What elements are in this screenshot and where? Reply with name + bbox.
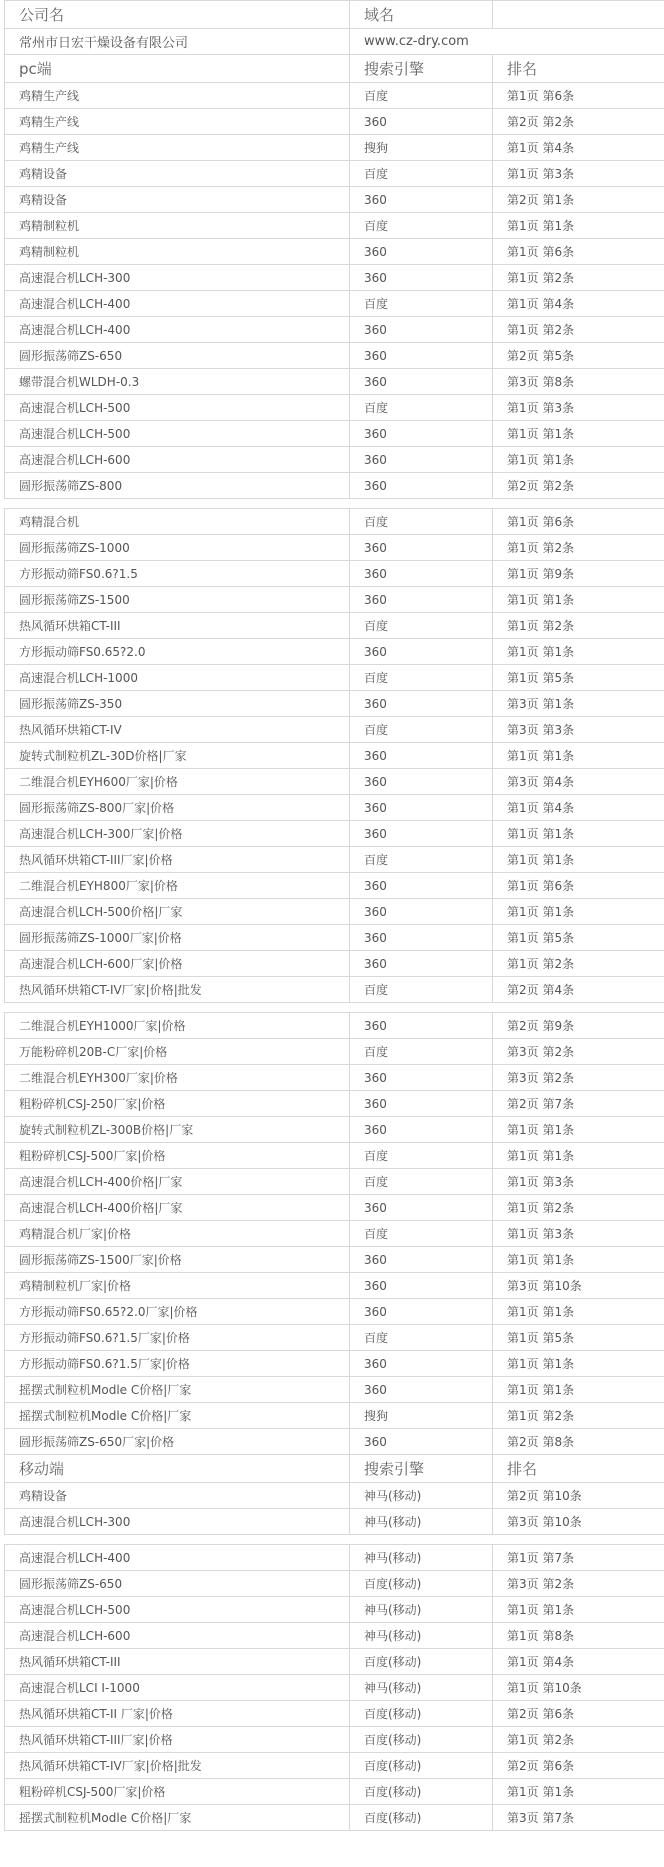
engine-cell: 百度 bbox=[350, 1325, 493, 1351]
rank-cell: 第2页 第8条 bbox=[493, 1429, 664, 1455]
rank-cell: 第1页 第2条 bbox=[493, 1727, 664, 1753]
rank-cell: 第2页 第1条 bbox=[493, 187, 664, 213]
rank-cell: 第1页 第1条 bbox=[493, 1299, 664, 1325]
ranking-row bbox=[5, 317, 664, 343]
engine-cell: 百度(移动) bbox=[350, 1805, 493, 1831]
ranking-row bbox=[5, 447, 664, 473]
ranking-row bbox=[5, 821, 664, 847]
rank-cell: 第1页 第1条 bbox=[493, 587, 664, 613]
engine-cell: 百度 bbox=[350, 613, 493, 639]
rank-cell: 第1页 第5条 bbox=[493, 1325, 664, 1351]
engine-cell: 神马(移动) bbox=[350, 1483, 493, 1509]
ranking-row bbox=[5, 1727, 664, 1753]
section-gap bbox=[5, 499, 664, 509]
ranking-row bbox=[5, 1623, 664, 1649]
section-gap-cell bbox=[5, 1535, 664, 1545]
ranking-row bbox=[5, 1195, 664, 1221]
company-domain: www.cz-dry.com bbox=[350, 29, 664, 55]
rank-cell: 第1页 第9条 bbox=[493, 561, 664, 587]
ranking-row bbox=[5, 109, 664, 135]
engine-cell: 百度 bbox=[350, 395, 493, 421]
rank-cell: 第1页 第1条 bbox=[493, 821, 664, 847]
keyword-cell: 鸡精制粒机 bbox=[5, 239, 350, 265]
rank-cell: 第1页 第1条 bbox=[493, 1117, 664, 1143]
section-gap-cell bbox=[5, 499, 664, 509]
ranking-table bbox=[4, 0, 664, 1831]
engine-cell: 神马(移动) bbox=[350, 1545, 493, 1571]
rank-cell: 第1页 第2条 bbox=[493, 265, 664, 291]
keyword-cell: 鸡精设备 bbox=[5, 1483, 350, 1509]
keyword-cell: 高速混合机LCH-400价格|厂家 bbox=[5, 1195, 350, 1221]
keyword-cell: 热风循环烘箱CT-IV bbox=[5, 717, 350, 743]
rank-cell: 第3页 第10条 bbox=[493, 1273, 664, 1299]
keyword-cell: 圆形振荡筛ZS-1500 bbox=[5, 587, 350, 613]
rank-cell: 第3页 第2条 bbox=[493, 1065, 664, 1091]
keyword-cell: 圆形振荡筛ZS-650厂家|价格 bbox=[5, 1429, 350, 1455]
engine-cell: 搜狗 bbox=[350, 1403, 493, 1429]
section-gap bbox=[5, 1003, 664, 1013]
ranking-row bbox=[5, 613, 664, 639]
keyword-cell: 圆形振荡筛ZS-800 bbox=[5, 473, 350, 499]
engine-cell: 360 bbox=[350, 421, 493, 447]
keyword-cell: 粗粉碎机CSJ-500厂家|价格 bbox=[5, 1143, 350, 1169]
section-gap-cell bbox=[5, 1003, 664, 1013]
ranking-row bbox=[5, 561, 664, 587]
rank-cell: 第1页 第4条 bbox=[493, 795, 664, 821]
keyword-cell: 鸡精制粒机厂家|价格 bbox=[5, 1273, 350, 1299]
engine-cell: 百度(移动) bbox=[350, 1779, 493, 1805]
rank-cell: 第1页 第2条 bbox=[493, 1195, 664, 1221]
ranking-row bbox=[5, 951, 664, 977]
ranking-row bbox=[5, 509, 664, 535]
ranking-row bbox=[5, 1483, 664, 1509]
rank-cell: 第2页 第6条 bbox=[493, 1753, 664, 1779]
rank-cell: 第1页 第8条 bbox=[493, 1623, 664, 1649]
rank-cell: 第1页 第2条 bbox=[493, 613, 664, 639]
keyword-cell: 高速混合机LCH-600 bbox=[5, 1623, 350, 1649]
rank-cell: 第1页 第1条 bbox=[493, 639, 664, 665]
keyword-cell: 圆形振荡筛ZS-1500厂家|价格 bbox=[5, 1247, 350, 1273]
keyword-cell: 圆形振荡筛ZS-1000厂家|价格 bbox=[5, 925, 350, 951]
ranking-row bbox=[5, 1065, 664, 1091]
ranking-row bbox=[5, 1701, 664, 1727]
ranking-row bbox=[5, 343, 664, 369]
ranking-row bbox=[5, 717, 664, 743]
keyword-cell: 高速混合机LCH-300 bbox=[5, 265, 350, 291]
engine-cell: 360 bbox=[350, 265, 493, 291]
engine-cell: 百度 bbox=[350, 665, 493, 691]
rank-cell: 第3页 第8条 bbox=[493, 369, 664, 395]
keyword-cell: 高速混合机LCH-1000 bbox=[5, 665, 350, 691]
keyword-cell: 高速混合机LCH-500 bbox=[5, 1597, 350, 1623]
keyword-cell: 高速混合机LCH-400 bbox=[5, 317, 350, 343]
engine-cell: 360 bbox=[350, 1377, 493, 1403]
engine-cell: 百度 bbox=[350, 1143, 493, 1169]
engine-cell: 360 bbox=[350, 821, 493, 847]
rank-cell: 第1页 第1条 bbox=[493, 421, 664, 447]
engine-cell: 360 bbox=[350, 691, 493, 717]
engine-cell: 神马(移动) bbox=[350, 1509, 493, 1535]
company-header: 公司名 bbox=[5, 1, 350, 29]
keyword-cell: 鸡精混合机厂家|价格 bbox=[5, 1221, 350, 1247]
ranking-row bbox=[5, 1039, 664, 1065]
ranking-row bbox=[5, 873, 664, 899]
ranking-row bbox=[5, 847, 664, 873]
ranking-row bbox=[5, 769, 664, 795]
pc-engine-header: 搜索引擎 bbox=[350, 55, 493, 83]
rank-cell: 第3页 第1条 bbox=[493, 691, 664, 717]
engine-cell: 360 bbox=[350, 1065, 493, 1091]
rank-cell: 第1页 第1条 bbox=[493, 1143, 664, 1169]
ranking-row bbox=[5, 1675, 664, 1701]
ranking-row bbox=[5, 1169, 664, 1195]
ranking-row bbox=[5, 291, 664, 317]
ranking-table-body bbox=[5, 1, 664, 1831]
keyword-cell: 鸡精制粒机 bbox=[5, 213, 350, 239]
keyword-cell: 鸡精生产线 bbox=[5, 83, 350, 109]
ranking-row bbox=[5, 587, 664, 613]
ranking-row bbox=[5, 1273, 664, 1299]
rank-cell: 第3页 第2条 bbox=[493, 1571, 664, 1597]
keyword-cell: 高速混合机LCH-400 bbox=[5, 291, 350, 317]
engine-cell: 360 bbox=[350, 561, 493, 587]
ranking-row bbox=[5, 1805, 664, 1831]
engine-cell: 360 bbox=[350, 1429, 493, 1455]
domain-header: 域名 bbox=[350, 1, 493, 29]
section-gap bbox=[5, 1535, 664, 1545]
company-row bbox=[5, 29, 664, 55]
rank-cell: 第1页 第2条 bbox=[493, 951, 664, 977]
ranking-row bbox=[5, 639, 664, 665]
keyword-cell: 高速混合机LCH-400价格|厂家 bbox=[5, 1169, 350, 1195]
rank-cell: 第1页 第6条 bbox=[493, 873, 664, 899]
rank-cell: 第1页 第2条 bbox=[493, 317, 664, 343]
ranking-row bbox=[5, 1545, 664, 1571]
keyword-cell: 万能粉碎机20B-C厂家|价格 bbox=[5, 1039, 350, 1065]
ranking-row bbox=[5, 1377, 664, 1403]
engine-cell: 360 bbox=[350, 317, 493, 343]
rank-cell: 第3页 第7条 bbox=[493, 1805, 664, 1831]
engine-cell: 360 bbox=[350, 951, 493, 977]
rank-cell: 第2页 第2条 bbox=[493, 109, 664, 135]
pc-label: pc端 bbox=[5, 55, 350, 83]
keyword-cell: 方形振动筛FS0.6?1.5厂家|价格 bbox=[5, 1325, 350, 1351]
ranking-row bbox=[5, 213, 664, 239]
rank-cell: 第1页 第4条 bbox=[493, 291, 664, 317]
ranking-row bbox=[5, 395, 664, 421]
ranking-row bbox=[5, 977, 664, 1003]
rank-cell: 第2页 第10条 bbox=[493, 1483, 664, 1509]
keyword-cell: 鸡精生产线 bbox=[5, 109, 350, 135]
company-header-row bbox=[5, 1, 664, 29]
engine-cell: 360 bbox=[350, 1247, 493, 1273]
rank-cell: 第1页 第3条 bbox=[493, 161, 664, 187]
ranking-row bbox=[5, 421, 664, 447]
ranking-row bbox=[5, 899, 664, 925]
keyword-cell: 螺带混合机WLDH-0.3 bbox=[5, 369, 350, 395]
engine-cell: 360 bbox=[350, 899, 493, 925]
rank-cell: 第2页 第5条 bbox=[493, 343, 664, 369]
keyword-cell: 高速混合机LCH-600厂家|价格 bbox=[5, 951, 350, 977]
ranking-row bbox=[5, 1597, 664, 1623]
keyword-cell: 高速混合机LCI I-1000 bbox=[5, 1675, 350, 1701]
keyword-cell: 方形振动筛FS0.65?2.0厂家|价格 bbox=[5, 1299, 350, 1325]
ranking-row bbox=[5, 535, 664, 561]
ranking-row bbox=[5, 1571, 664, 1597]
engine-cell: 360 bbox=[350, 473, 493, 499]
keyword-cell: 二维混合机EYH300厂家|价格 bbox=[5, 1065, 350, 1091]
rank-cell: 第1页 第3条 bbox=[493, 1169, 664, 1195]
mobile-engine-header: 搜索引擎 bbox=[350, 1455, 493, 1483]
engine-cell: 360 bbox=[350, 1299, 493, 1325]
rank-cell: 第1页 第1条 bbox=[493, 899, 664, 925]
engine-cell: 360 bbox=[350, 447, 493, 473]
ranking-row bbox=[5, 83, 664, 109]
keyword-cell: 摇摆式制粒机Modle C价格|厂家 bbox=[5, 1377, 350, 1403]
engine-cell: 百度 bbox=[350, 509, 493, 535]
rank-cell: 第1页 第1条 bbox=[493, 1247, 664, 1273]
engine-cell: 神马(移动) bbox=[350, 1623, 493, 1649]
keyword-cell: 摇摆式制粒机Modle C价格|厂家 bbox=[5, 1805, 350, 1831]
rank-cell: 第1页 第5条 bbox=[493, 925, 664, 951]
ranking-row bbox=[5, 473, 664, 499]
engine-cell: 360 bbox=[350, 535, 493, 561]
rank-cell: 第1页 第10条 bbox=[493, 1675, 664, 1701]
rank-cell: 第2页 第7条 bbox=[493, 1091, 664, 1117]
ranking-row bbox=[5, 239, 664, 265]
engine-cell: 360 bbox=[350, 925, 493, 951]
engine-cell: 百度(移动) bbox=[350, 1701, 493, 1727]
company-name: 常州市日宏干燥设备有限公司 bbox=[5, 29, 350, 55]
ranking-row bbox=[5, 1013, 664, 1039]
keyword-cell: 高速混合机LCH-500 bbox=[5, 395, 350, 421]
keyword-cell: 摇摆式制粒机Modle C价格|厂家 bbox=[5, 1403, 350, 1429]
keyword-cell: 粗粉碎机CSJ-250厂家|价格 bbox=[5, 1091, 350, 1117]
keyword-cell: 粗粉碎机CSJ-500厂家|价格 bbox=[5, 1779, 350, 1805]
engine-cell: 百度 bbox=[350, 1169, 493, 1195]
engine-cell: 360 bbox=[350, 873, 493, 899]
rank-cell: 第2页 第2条 bbox=[493, 473, 664, 499]
ranking-row bbox=[5, 135, 664, 161]
keyword-cell: 热风循环烘箱CT-III bbox=[5, 1649, 350, 1675]
blank-header bbox=[493, 1, 664, 29]
keyword-cell: 鸡精设备 bbox=[5, 161, 350, 187]
keyword-cell: 高速混合机LCH-400 bbox=[5, 1545, 350, 1571]
pc-header-row bbox=[5, 55, 664, 83]
engine-cell: 360 bbox=[350, 369, 493, 395]
rank-cell: 第3页 第2条 bbox=[493, 1039, 664, 1065]
keyword-cell: 二维混合机EYH600厂家|价格 bbox=[5, 769, 350, 795]
mobile-header-row bbox=[5, 1455, 664, 1483]
engine-cell: 百度 bbox=[350, 1221, 493, 1247]
engine-cell: 360 bbox=[350, 639, 493, 665]
engine-cell: 360 bbox=[350, 769, 493, 795]
keyword-cell: 热风循环烘箱CT-III厂家|价格 bbox=[5, 847, 350, 873]
engine-cell: 神马(移动) bbox=[350, 1675, 493, 1701]
rank-cell: 第1页 第2条 bbox=[493, 535, 664, 561]
engine-cell: 百度(移动) bbox=[350, 1753, 493, 1779]
keyword-cell: 高速混合机LCH-600 bbox=[5, 447, 350, 473]
ranking-row bbox=[5, 1429, 664, 1455]
keyword-cell: 高速混合机LCH-500 bbox=[5, 421, 350, 447]
engine-cell: 百度 bbox=[350, 161, 493, 187]
engine-cell: 360 bbox=[350, 743, 493, 769]
rank-cell: 第1页 第6条 bbox=[493, 509, 664, 535]
ranking-row bbox=[5, 161, 664, 187]
keyword-cell: 圆形振荡筛ZS-350 bbox=[5, 691, 350, 717]
engine-cell: 360 bbox=[350, 1195, 493, 1221]
engine-cell: 百度 bbox=[350, 717, 493, 743]
rank-cell: 第1页 第1条 bbox=[493, 1351, 664, 1377]
rank-cell: 第1页 第3条 bbox=[493, 1221, 664, 1247]
ranking-row bbox=[5, 1221, 664, 1247]
ranking-row bbox=[5, 1117, 664, 1143]
engine-cell: 百度 bbox=[350, 291, 493, 317]
keyword-cell: 圆形振荡筛ZS-1000 bbox=[5, 535, 350, 561]
rank-cell: 第1页 第3条 bbox=[493, 395, 664, 421]
ranking-row bbox=[5, 691, 664, 717]
rank-cell: 第1页 第1条 bbox=[493, 1597, 664, 1623]
engine-cell: 360 bbox=[350, 1013, 493, 1039]
engine-cell: 360 bbox=[350, 1273, 493, 1299]
keyword-cell: 热风循环烘箱CT-II 厂家|价格 bbox=[5, 1701, 350, 1727]
keyword-cell: 高速混合机LCH-500价格|厂家 bbox=[5, 899, 350, 925]
keyword-cell: 圆形振荡筛ZS-650 bbox=[5, 343, 350, 369]
ranking-sheet bbox=[4, 0, 654, 1831]
ranking-row bbox=[5, 1351, 664, 1377]
ranking-row bbox=[5, 665, 664, 691]
engine-cell: 360 bbox=[350, 239, 493, 265]
engine-cell: 百度(移动) bbox=[350, 1571, 493, 1597]
ranking-row bbox=[5, 743, 664, 769]
ranking-row bbox=[5, 265, 664, 291]
ranking-row bbox=[5, 1403, 664, 1429]
engine-cell: 360 bbox=[350, 187, 493, 213]
rank-cell: 第2页 第4条 bbox=[493, 977, 664, 1003]
keyword-cell: 圆形振荡筛ZS-650 bbox=[5, 1571, 350, 1597]
keyword-cell: 圆形振荡筛ZS-800厂家|价格 bbox=[5, 795, 350, 821]
engine-cell: 百度 bbox=[350, 977, 493, 1003]
rank-cell: 第1页 第6条 bbox=[493, 239, 664, 265]
rank-cell: 第1页 第7条 bbox=[493, 1545, 664, 1571]
keyword-cell: 鸡精设备 bbox=[5, 187, 350, 213]
ranking-row bbox=[5, 795, 664, 821]
rank-cell: 第1页 第1条 bbox=[493, 213, 664, 239]
keyword-cell: 方形振动筛FS0.65?2.0 bbox=[5, 639, 350, 665]
ranking-row bbox=[5, 1247, 664, 1273]
engine-cell: 搜狗 bbox=[350, 135, 493, 161]
keyword-cell: 鸡精生产线 bbox=[5, 135, 350, 161]
rank-cell: 第1页 第1条 bbox=[493, 1779, 664, 1805]
engine-cell: 360 bbox=[350, 1091, 493, 1117]
rank-cell: 第1页 第4条 bbox=[493, 1649, 664, 1675]
keyword-cell: 二维混合机EYH1000厂家|价格 bbox=[5, 1013, 350, 1039]
keyword-cell: 高速混合机LCH-300厂家|价格 bbox=[5, 821, 350, 847]
keyword-cell: 高速混合机LCH-300 bbox=[5, 1509, 350, 1535]
rank-cell: 第1页 第1条 bbox=[493, 847, 664, 873]
keyword-cell: 热风循环烘箱CT-IV厂家|价格|批发 bbox=[5, 977, 350, 1003]
keyword-cell: 旋转式制粒机ZL-30D价格|厂家 bbox=[5, 743, 350, 769]
ranking-row bbox=[5, 1299, 664, 1325]
mobile-label-header: 移动端 bbox=[5, 1455, 350, 1483]
ranking-row bbox=[5, 1091, 664, 1117]
rank-cell: 第3页 第10条 bbox=[493, 1509, 664, 1535]
keyword-cell: 旋转式制粒机ZL-300B价格|厂家 bbox=[5, 1117, 350, 1143]
engine-cell: 神马(移动) bbox=[350, 1597, 493, 1623]
keyword-cell: 二维混合机EYH800厂家|价格 bbox=[5, 873, 350, 899]
rank-cell: 第3页 第4条 bbox=[493, 769, 664, 795]
ranking-row bbox=[5, 1649, 664, 1675]
keyword-cell: 鸡精混合机 bbox=[5, 509, 350, 535]
rank-cell: 第1页 第1条 bbox=[493, 743, 664, 769]
keyword-cell: 方形振动筛FS0.6?1.5厂家|价格 bbox=[5, 1351, 350, 1377]
ranking-row bbox=[5, 925, 664, 951]
engine-cell: 百度 bbox=[350, 213, 493, 239]
ranking-row bbox=[5, 1325, 664, 1351]
ranking-row bbox=[5, 1509, 664, 1535]
rank-cell: 第2页 第9条 bbox=[493, 1013, 664, 1039]
rank-cell: 第1页 第2条 bbox=[493, 1403, 664, 1429]
ranking-row bbox=[5, 1779, 664, 1805]
engine-cell: 360 bbox=[350, 1117, 493, 1143]
engine-cell: 百度 bbox=[350, 1039, 493, 1065]
keyword-cell: 热风循环烘箱CT-III厂家|价格 bbox=[5, 1727, 350, 1753]
engine-cell: 百度(移动) bbox=[350, 1649, 493, 1675]
mobile-rank-header: 排名 bbox=[493, 1455, 664, 1483]
ranking-row bbox=[5, 1143, 664, 1169]
engine-cell: 360 bbox=[350, 1351, 493, 1377]
rank-cell: 第1页 第6条 bbox=[493, 83, 664, 109]
engine-cell: 百度(移动) bbox=[350, 1727, 493, 1753]
engine-cell: 360 bbox=[350, 109, 493, 135]
engine-cell: 360 bbox=[350, 795, 493, 821]
keyword-cell: 热风循环烘箱CT-IV厂家|价格|批发 bbox=[5, 1753, 350, 1779]
rank-cell: 第3页 第3条 bbox=[493, 717, 664, 743]
engine-cell: 百度 bbox=[350, 83, 493, 109]
ranking-row bbox=[5, 369, 664, 395]
keyword-cell: 热风循环烘箱CT-III bbox=[5, 613, 350, 639]
engine-cell: 360 bbox=[350, 343, 493, 369]
rank-cell: 第1页 第1条 bbox=[493, 1377, 664, 1403]
ranking-row bbox=[5, 1753, 664, 1779]
pc-rank-header: 排名 bbox=[493, 55, 664, 83]
rank-cell: 第1页 第4条 bbox=[493, 135, 664, 161]
rank-cell: 第1页 第5条 bbox=[493, 665, 664, 691]
keyword-cell: 方形振动筛FS0.6?1.5 bbox=[5, 561, 350, 587]
rank-cell: 第1页 第1条 bbox=[493, 447, 664, 473]
ranking-row bbox=[5, 187, 664, 213]
engine-cell: 百度 bbox=[350, 847, 493, 873]
rank-cell: 第2页 第6条 bbox=[493, 1701, 664, 1727]
engine-cell: 360 bbox=[350, 587, 493, 613]
